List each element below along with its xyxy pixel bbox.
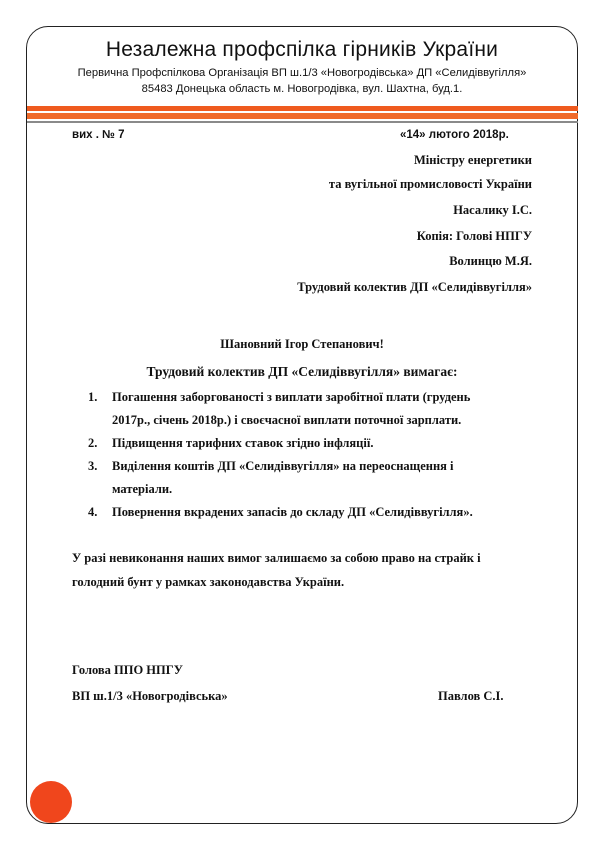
addressee-line: Волинцю М.Я. <box>449 254 532 268</box>
item-number: 3. <box>88 459 98 473</box>
outgoing-number: вих . № 7 <box>72 129 125 141</box>
item-number: 4. <box>88 505 98 519</box>
org-title: Незалежна профспілка гірників України <box>105 38 499 61</box>
header-stripe-top <box>27 106 578 111</box>
header-stripe-bottom <box>27 121 578 123</box>
signer-organization: ВП ш.1/3 «Новогродівська» <box>72 689 228 703</box>
orange-circle-decoration <box>30 781 72 823</box>
list-item <box>88 432 528 455</box>
list-item <box>88 455 528 501</box>
header-stripe-middle <box>27 113 578 119</box>
addressee-line: та вугільної промисловості України <box>328 177 532 191</box>
item-text: матеріали. <box>112 482 173 496</box>
closing-line: голодний бунт у рамках законодавства України. <box>72 575 345 589</box>
item-text: Повернення вкрадених запасів до складу ДП «Селидіввугілля». <box>112 505 473 519</box>
addressee-line: Міністру енергетики <box>413 153 532 167</box>
item-text: Погашення заборгованості з виплати заробітної плати (грудень <box>112 390 471 404</box>
org-address: 85483 Донецька область м. Новогродівка, вул. Шахтна, буд.1. <box>141 83 463 95</box>
letter-date: «14» лютого 2018р. <box>400 129 509 141</box>
item-text: Виділення коштів ДП «Селидіввугілля» на переоснащення і <box>112 459 454 473</box>
addressee-line: Насалику І.С. <box>453 203 532 217</box>
copy-line: Копія: Голові НПГУ <box>416 229 532 243</box>
signer-position: Голова ППО НПГУ <box>72 663 183 677</box>
org-subtitle: Первична Профспілкова Організація ВП ш.1/3 «Новогродівська» ДП «Селидіввугілля» <box>77 67 527 79</box>
demand-intro: Трудовий колектив ДП «Селидіввугілля» вимагає: <box>146 364 458 379</box>
demands-list <box>88 386 528 524</box>
item-number: 1. <box>88 390 98 404</box>
item-text: 2017р., січень 2018р.) і своєчасної виплати поточної зарплати. <box>112 413 462 427</box>
item-text: Підвищення тарифних ставок згідно інфляції. <box>112 436 374 450</box>
list-item <box>88 501 528 524</box>
closing-paragraph <box>72 546 542 594</box>
addressee-line: Трудовий колектив ДП «Селидіввугілля» <box>297 280 532 294</box>
signer-name: Павлов С.І. <box>438 689 504 703</box>
list-item <box>88 386 528 432</box>
closing-line: У разі невиконання наших вимог залишаємо за собою право на страйк і <box>72 551 481 565</box>
item-number: 2. <box>88 436 98 450</box>
salutation: Шановний Ігор Степанович! <box>220 337 384 351</box>
